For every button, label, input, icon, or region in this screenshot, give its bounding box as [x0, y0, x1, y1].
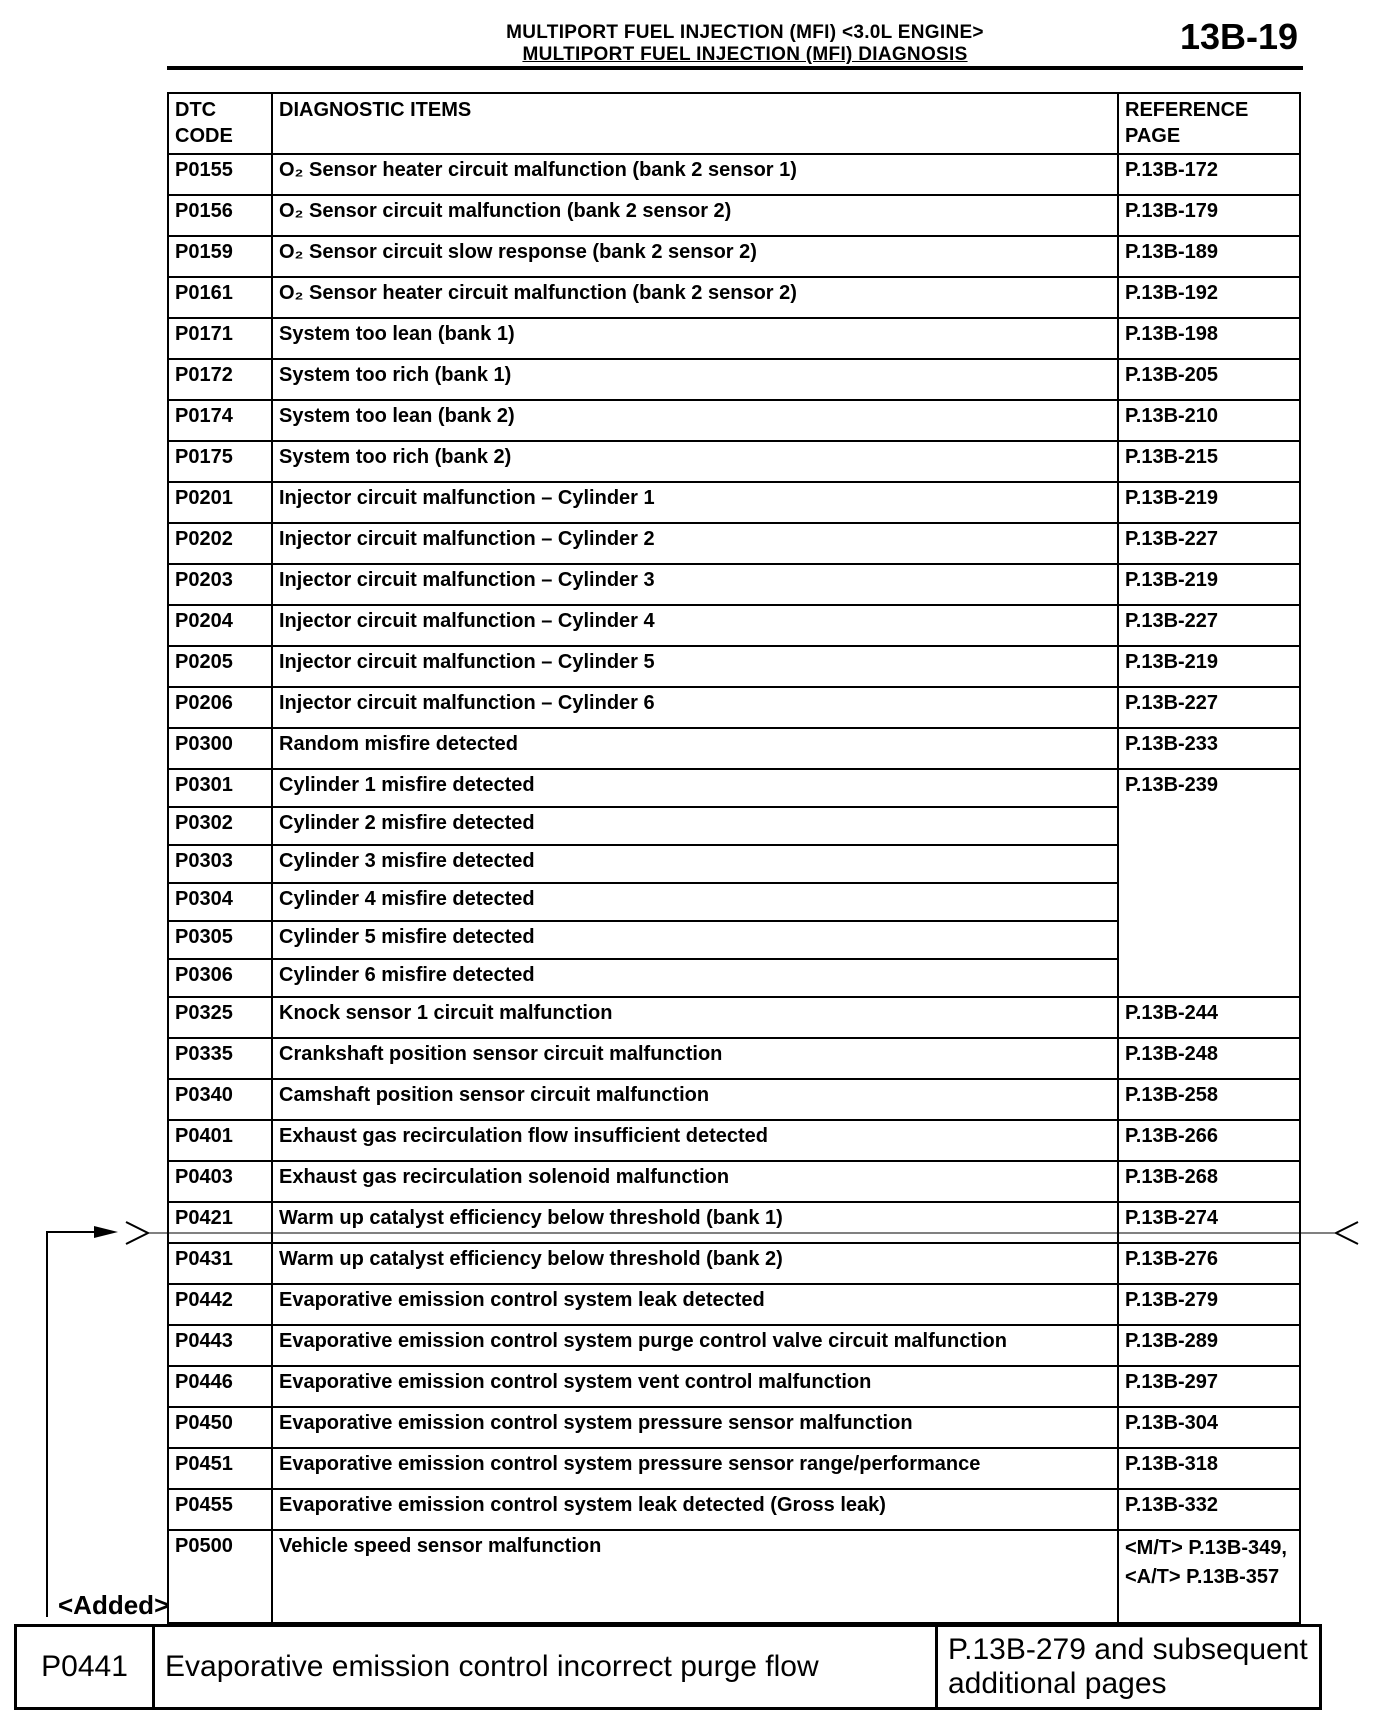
header-title-line1: MULTIPORT FUEL INJECTION (MFI) <3.0L ENGINE> [506, 22, 984, 43]
table-row [168, 154, 1300, 195]
table-row [168, 564, 1300, 605]
reference-page-cell: P.13B-244 [1118, 997, 1300, 1038]
diagnostic-item-text: Evaporative emission control system leak detected [279, 1289, 765, 1311]
diagnostic-item-cell [272, 1202, 1118, 1243]
diagnostic-item-cell [272, 195, 1118, 236]
table-row [168, 441, 1300, 482]
reference-page-cell: P.13B-172 [1118, 154, 1300, 195]
table-row [168, 482, 1300, 523]
diagnostic-item-cell [272, 1489, 1118, 1530]
table-row [168, 687, 1300, 728]
dtc-code-cell: P0455 [168, 1489, 272, 1530]
reference-page-cell: P.13B-332 [1118, 1489, 1300, 1530]
dtc-code-cell: P0175 [168, 441, 272, 482]
header-rule [167, 66, 1303, 70]
header-title [400, 22, 1090, 66]
dtc-code-cell: P0301 [168, 769, 272, 807]
diagnostic-item-cell [272, 441, 1118, 482]
diagnostic-item-text: Evaporative emission control system pressure sensor range/performance [279, 1453, 981, 1475]
diagnostic-item-cell [272, 687, 1118, 728]
diagnostic-item-text: Evaporative emission control system purge control valve circuit malfunction [279, 1330, 1007, 1352]
table-row [168, 359, 1300, 400]
table-row [168, 1202, 1300, 1243]
diagnostic-item-text: Warm up catalyst efficiency below threshold (bank 2) [279, 1248, 783, 1270]
dtc-code-cell: P0443 [168, 1325, 272, 1366]
reference-page-cell: <M/T> P.13B-349, <A/T> P.13B-357 [1118, 1530, 1300, 1623]
added-item: Evaporative emission control incorrect purge flow [154, 1626, 937, 1709]
diagnostic-item-cell [272, 728, 1118, 769]
dtc-code-cell: P0446 [168, 1366, 272, 1407]
reference-page-cell: P.13B-297 [1118, 1366, 1300, 1407]
diagnostic-item-cell [272, 921, 1118, 959]
reference-page-cell: P.13B-219 [1118, 646, 1300, 687]
dtc-code-cell: P0171 [168, 318, 272, 359]
added-row [16, 1626, 1321, 1709]
diagnostic-item-cell [272, 1120, 1118, 1161]
dtc-code-cell: P0174 [168, 400, 272, 441]
table-row [168, 236, 1300, 277]
diagnostic-item-cell [272, 1038, 1118, 1079]
table-row [168, 277, 1300, 318]
dtc-code-cell: P0172 [168, 359, 272, 400]
table-row [168, 1325, 1300, 1366]
reference-page-cell: P.13B-227 [1118, 687, 1300, 728]
dtc-code-cell: P0500 [168, 1530, 272, 1623]
table-row [168, 318, 1300, 359]
right-insertion-marker [1336, 1222, 1358, 1244]
added-table [14, 1624, 1322, 1710]
dtc-code-cell: P0161 [168, 277, 272, 318]
table-row [168, 646, 1300, 687]
diagnostic-item-cell [272, 1448, 1118, 1489]
diagnostic-item-cell [272, 845, 1118, 883]
reference-page-cell: P.13B-205 [1118, 359, 1300, 400]
diagnostic-item-text: O₂ Sensor circuit malfunction (bank 2 sensor 2) [279, 200, 732, 222]
added-code: P0441 [16, 1626, 154, 1709]
reference-page-cell: P.13B-258 [1118, 1079, 1300, 1120]
table-row [168, 1407, 1300, 1448]
diagnostic-item-cell [272, 883, 1118, 921]
dtc-code-cell: P0421 [168, 1202, 272, 1243]
table-row [168, 1161, 1300, 1202]
reference-page-cell: P.13B-276 [1118, 1243, 1300, 1284]
page-number: 13B-19 [1180, 16, 1299, 57]
reference-page-cell: P.13B-210 [1118, 400, 1300, 441]
dtc-code-cell: P0306 [168, 959, 272, 997]
added-label: <Added> [58, 1590, 170, 1620]
table-row [168, 728, 1300, 769]
dtc-code-cell: P0403 [168, 1161, 272, 1202]
table-row [168, 1079, 1300, 1120]
reference-page-cell: P.13B-239 [1118, 769, 1300, 997]
table-row [168, 1243, 1300, 1284]
reference-page-cell: P.13B-219 [1118, 564, 1300, 605]
dtc-code-cell: P0302 [168, 807, 272, 845]
dtc-code-cell: P0156 [168, 195, 272, 236]
diagnostic-item-text: System too lean (bank 1) [279, 323, 515, 345]
dtc-code-cell: P0205 [168, 646, 272, 687]
reference-page-cell: P.13B-215 [1118, 441, 1300, 482]
reference-page-cell: P.13B-248 [1118, 1038, 1300, 1079]
diagnostic-item-text: O₂ Sensor heater circuit malfunction (bank 2 sensor 1) [279, 159, 797, 181]
diagnostic-item-text: Injector circuit malfunction – Cylinder 2 [279, 528, 655, 550]
diagnostic-item-text: Knock sensor 1 circuit malfunction [279, 1002, 613, 1024]
diagnostic-item-cell [272, 564, 1118, 605]
diagnostic-item-text: Injector circuit malfunction – Cylinder 3 [279, 569, 655, 591]
table-row [168, 1366, 1300, 1407]
table-row [168, 195, 1300, 236]
header-dtc-code: DTC CODE [168, 93, 272, 154]
reference-page-cell: P.13B-289 [1118, 1325, 1300, 1366]
dtc-code-cell: P0450 [168, 1407, 272, 1448]
reference-page-cell: P.13B-268 [1118, 1161, 1300, 1202]
diagnostic-item-cell [272, 997, 1118, 1038]
dtc-code-cell: P0401 [168, 1120, 272, 1161]
table-row [168, 523, 1300, 564]
dtc-code-cell: P0325 [168, 997, 272, 1038]
diagnostic-item-cell [272, 277, 1118, 318]
dtc-code-cell: P0201 [168, 482, 272, 523]
reference-page-cell: P.13B-279 [1118, 1284, 1300, 1325]
diagnostic-item-cell [272, 769, 1118, 807]
reference-page-cell: P.13B-227 [1118, 523, 1300, 564]
diagnostic-item-text: Cylinder 1 misfire detected [279, 774, 535, 796]
table-row [168, 1038, 1300, 1079]
diagnostic-item-cell [272, 1161, 1118, 1202]
dtc-table [167, 92, 1301, 1624]
left-insertion-arrow [47, 1222, 148, 1617]
diagnostic-item-cell [272, 318, 1118, 359]
table-row [168, 400, 1300, 441]
table-row [168, 997, 1300, 1038]
dtc-code-cell: P0204 [168, 605, 272, 646]
dtc-code-cell: P0159 [168, 236, 272, 277]
diagnostic-item-text: Cylinder 5 misfire detected [279, 926, 535, 948]
dtc-code-cell: P0305 [168, 921, 272, 959]
table-row [168, 1489, 1300, 1530]
reference-page-cell: P.13B-274 [1118, 1202, 1300, 1243]
table-row [168, 769, 1300, 807]
diagnostic-item-text: Cylinder 2 misfire detected [279, 812, 535, 834]
dtc-code-cell: P0155 [168, 154, 272, 195]
diagnostic-item-text: Crankshaft position sensor circuit malfunction [279, 1043, 723, 1065]
reference-page-cell: P.13B-219 [1118, 482, 1300, 523]
dtc-code-cell: P0304 [168, 883, 272, 921]
diagnostic-item-cell [272, 1243, 1118, 1284]
added-ref: P.13B-279 and subsequent additional pages [937, 1626, 1321, 1709]
diagnostic-item-cell [272, 236, 1118, 277]
diagnostic-item-cell [272, 1079, 1118, 1120]
dtc-code-cell: P0451 [168, 1448, 272, 1489]
diagnostic-item-cell [272, 359, 1118, 400]
dtc-code-cell: P0335 [168, 1038, 272, 1079]
diagnostic-item-text: Injector circuit malfunction – Cylinder 5 [279, 651, 655, 673]
dtc-code-cell: P0203 [168, 564, 272, 605]
diagnostic-item-cell [272, 1407, 1118, 1448]
diagnostic-item-text: O₂ Sensor heater circuit malfunction (bank 2 sensor 2) [279, 282, 797, 304]
dtc-code-cell: P0202 [168, 523, 272, 564]
reference-page-cell: P.13B-318 [1118, 1448, 1300, 1489]
table-row [168, 1448, 1300, 1489]
reference-page-cell: P.13B-198 [1118, 318, 1300, 359]
diagnostic-item-text: Injector circuit malfunction – Cylinder 4 [279, 610, 655, 632]
diagnostic-item-cell [272, 523, 1118, 564]
diagnostic-item-cell [272, 807, 1118, 845]
diagnostic-item-cell [272, 154, 1118, 195]
header-diagnostic-items: DIAGNOSTIC ITEMS [272, 93, 1118, 154]
reference-page-cell: P.13B-304 [1118, 1407, 1300, 1448]
diagnostic-item-text: Warm up catalyst efficiency below threshold (bank 1) [279, 1207, 783, 1229]
reference-page-cell: P.13B-233 [1118, 728, 1300, 769]
diagnostic-item-cell [272, 1325, 1118, 1366]
table-header-row [168, 93, 1300, 154]
diagnostic-item-cell [272, 605, 1118, 646]
table-row [168, 605, 1300, 646]
dtc-code-cell: P0206 [168, 687, 272, 728]
header-reference-page: REFERENCE PAGE [1118, 93, 1300, 154]
diagnostic-item-text: Evaporative emission control system pressure sensor malfunction [279, 1412, 913, 1434]
diagnostic-item-text: System too rich (bank 1) [279, 364, 512, 386]
dtc-code-cell: P0431 [168, 1243, 272, 1284]
dtc-code-cell: P0303 [168, 845, 272, 883]
diagnostic-item-cell [272, 1530, 1118, 1623]
diagnostic-item-text: System too lean (bank 2) [279, 405, 515, 427]
reference-page-cell: P.13B-179 [1118, 195, 1300, 236]
reference-page-cell: P.13B-266 [1118, 1120, 1300, 1161]
diagnostic-item-text: O₂ Sensor circuit slow response (bank 2 sensor 2) [279, 241, 757, 263]
diagnostic-item-text: Evaporative emission control system leak detected (Gross leak) [279, 1494, 886, 1516]
dtc-code-cell: P0300 [168, 728, 272, 769]
diagnostic-item-text: Camshaft position sensor circuit malfunction [279, 1084, 710, 1106]
diagnostic-item-text: Exhaust gas recirculation flow insufficient detected [279, 1125, 768, 1147]
table-row [168, 1284, 1300, 1325]
diagnostic-item-text: Injector circuit malfunction – Cylinder 1 [279, 487, 655, 509]
diagnostic-item-text: Injector circuit malfunction – Cylinder 6 [279, 692, 655, 714]
reference-page-cell: P.13B-227 [1118, 605, 1300, 646]
reference-page-cell: P.13B-192 [1118, 277, 1300, 318]
dtc-code-cell: P0442 [168, 1284, 272, 1325]
diagnostic-item-cell [272, 1366, 1118, 1407]
diagnostic-item-cell [272, 1284, 1118, 1325]
diagnostic-item-text: Cylinder 4 misfire detected [279, 888, 535, 910]
table-row [168, 1530, 1300, 1623]
header-title-line2: MULTIPORT FUEL INJECTION (MFI) DIAGNOSIS [522, 44, 968, 65]
diagnostic-item-cell [272, 400, 1118, 441]
reference-page-cell: P.13B-189 [1118, 236, 1300, 277]
diagnostic-item-text: Vehicle speed sensor malfunction [279, 1535, 602, 1557]
diagnostic-item-text: System too rich (bank 2) [279, 446, 512, 468]
diagnostic-item-cell [272, 646, 1118, 687]
diagnostic-item-text: Random misfire detected [279, 733, 518, 755]
diagnostic-item-cell [272, 959, 1118, 997]
diagnostic-item-text: Evaporative emission control system vent control malfunction [279, 1371, 872, 1393]
diagnostic-item-cell [272, 482, 1118, 523]
diagnostic-item-text: Cylinder 6 misfire detected [279, 964, 535, 986]
table-row [168, 1120, 1300, 1161]
dtc-code-cell: P0340 [168, 1079, 272, 1120]
diagnostic-item-text: Exhaust gas recirculation solenoid malfunction [279, 1166, 730, 1188]
diagnostic-item-text: Cylinder 3 misfire detected [279, 850, 535, 872]
